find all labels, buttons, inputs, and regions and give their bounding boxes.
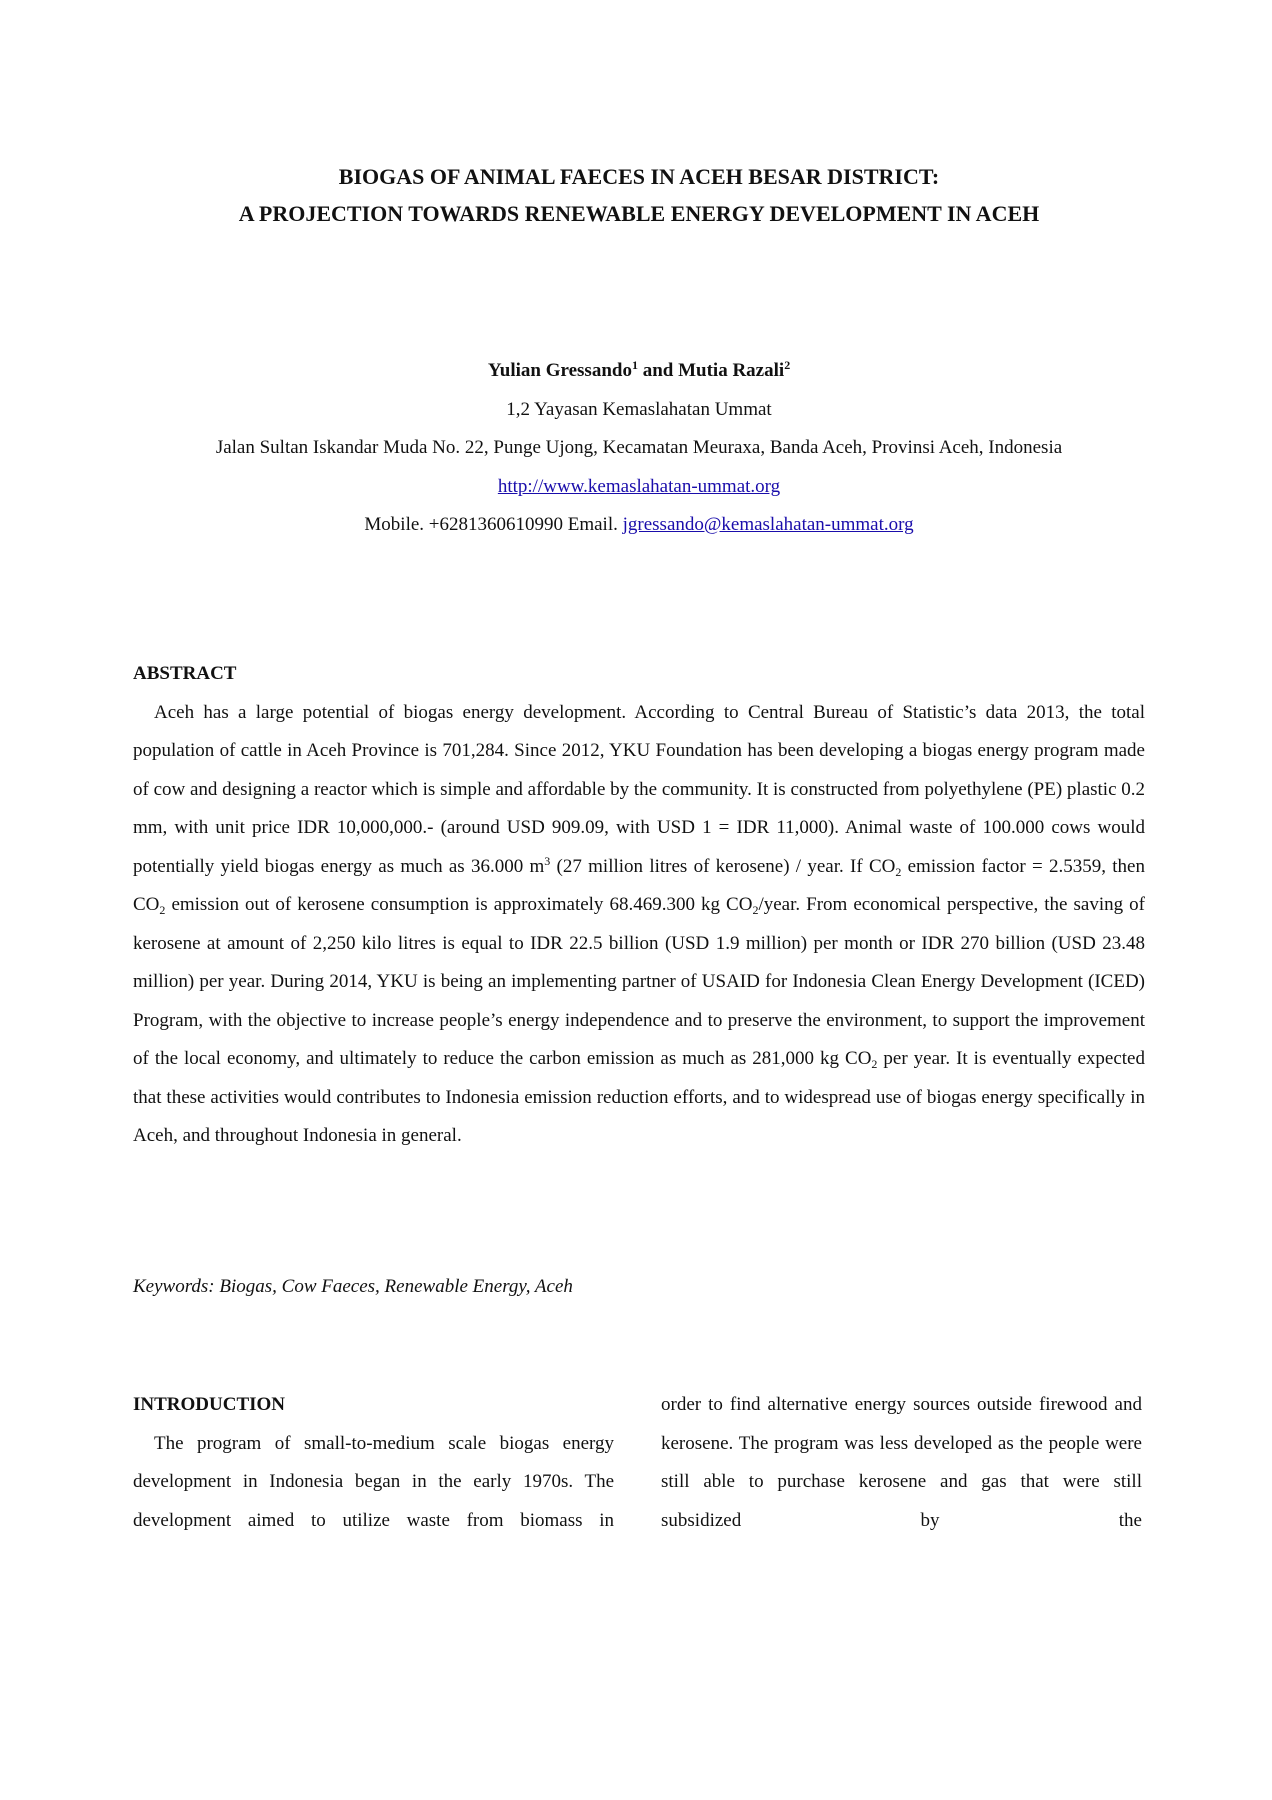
intro-text-right: order to find alternative energy sources outside firewood and kerosene. The program was less developed as the people were still able to purchase kerosene and gas that were still subsidized by the: [661, 1394, 1142, 1531]
paper-title: [133, 158, 1145, 232]
title-line-2: A PROJECTION TOWARDS RENEWABLE ENERGY DEVELOPMENT IN ACEH: [238, 201, 1040, 226]
address: Jalan Sultan Iskandar Muda No. 22, Punge Ujong, Kecamatan Meuraxa, Banda Aceh, Provinsi Aceh, Indonesia: [215, 437, 1063, 458]
abstract-section: [133, 655, 1145, 1156]
author-1-affiliation-mark: 1: [631, 358, 638, 372]
website-link[interactable]: http://www.kemaslahatan-ummat.org: [497, 475, 781, 497]
abstract-text-part: emission factor = 2.5359, then CO: [133, 855, 1145, 915]
paper-page: [133, 0, 1145, 1800]
author-conjunction: and: [637, 360, 679, 381]
author-names: [133, 352, 1145, 391]
superscript: 3: [544, 853, 551, 868]
subscript: 2: [895, 864, 902, 879]
abstract-text-part: per year. It is eventually expected that these activities would contributes to Indonesia emission reduction efforts, and to widespread use of biogas energy specifically in Aceh, and throughout Indonesia in general.: [133, 1048, 1145, 1146]
author-2: Mutia Razali: [678, 360, 785, 381]
abstract-text-part: (27 million litres of kerosene) / year. If CO: [550, 855, 896, 877]
abstract-text-part: emission out of kerosene consumption is approximately 68.469.300 kg CO: [165, 894, 753, 915]
keywords: Keywords: Biogas, Cow Faeces, Renewable Energy, Aceh: [133, 1276, 573, 1297]
introduction-heading: INTRODUCTION: [133, 1394, 286, 1415]
abstract-heading: ABSTRACT: [133, 663, 237, 684]
author-1: Yulian Gressando: [487, 360, 632, 381]
subscript: 2: [752, 903, 759, 917]
subscript: 2: [871, 1057, 878, 1071]
title-line-1: BIOGAS OF ANIMAL FAECES IN ACEH BESAR DISTRICT:: [338, 164, 940, 189]
email-link[interactable]: jgressando@kemaslahatan-ummat.org: [622, 514, 914, 535]
affiliation: 1,2 Yayasan Kemaslahatan Ummat: [506, 398, 772, 420]
author-block: [133, 352, 1145, 545]
subscript: 2: [159, 903, 166, 917]
author-2-affiliation-mark: 2: [784, 358, 791, 372]
intro-right-column: [661, 1386, 1142, 1540]
abstract-text-part: Aceh has a large potential of biogas energy development. According to Central Bureau of Statistic’s data 2013, the total population of cattle in Aceh Province is 701,284. Since 2012, YKU Foundation has been developing a biogas energy program made of cow and designing a reactor which is simple and affordable by the community. It is constructed from polyethylene (PE) plastic 0.2 mm, with unit price IDR 10,000,000.- (around USD 909.09, with USD 1 = IDR 11,000). Animal waste of 100.000 cows would potentially yield biogas energy as much as 36.000 m: [133, 701, 1146, 877]
intro-left-column: [133, 1386, 614, 1540]
abstract-text: [133, 694, 1145, 1156]
abstract-text-part: /year. From economical perspective, the saving of kerosene at amount of 2,250 kilo litres is equal to IDR 22.5 billion (USD 1.9 million) per month or IDR 270 billion (USD 23.48 million) per year. During 2014, YKU is being an implementing partner of USAID for Indonesia Clean Energy Development (ICED) Program, with the objective to increase people’s energy independence and to preserve the environment, to support the improvement of the local economy, and ultimately to reduce the carbon emission as much as 281,000 kg CO: [133, 894, 1146, 1069]
mobile-label: Mobile. +6281360610990 Email.: [364, 514, 623, 535]
contact-line: [133, 506, 1145, 545]
intro-text-left: The program of small-to-medium scale biogas energy development in Indonesia began in the early 1970s. The development aimed to utilize waste from biomass in: [133, 1432, 614, 1531]
